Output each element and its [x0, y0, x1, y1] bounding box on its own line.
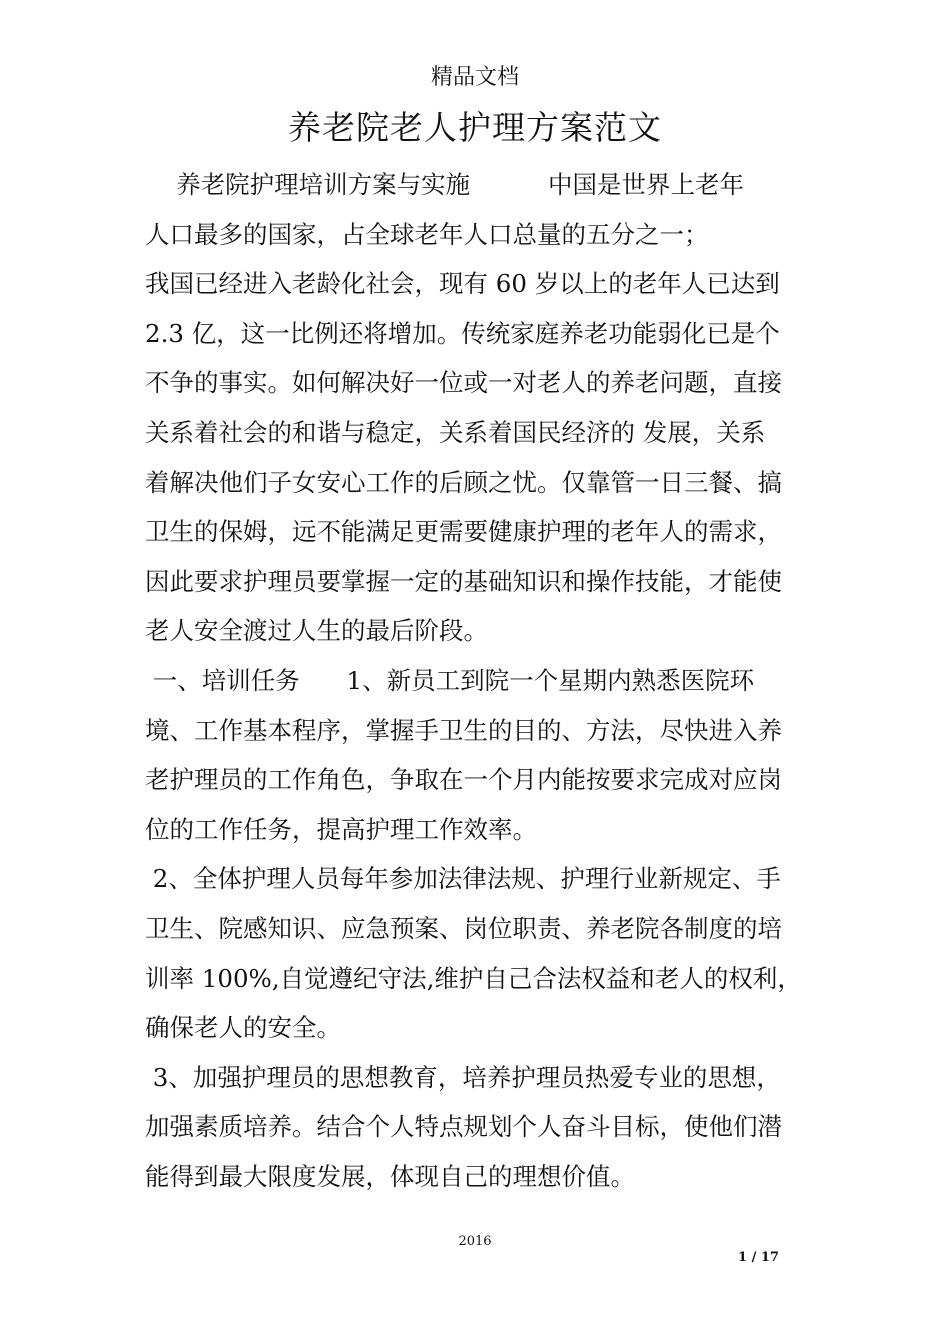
body-line: 确保老人的安全。 [145, 1013, 341, 1043]
body-line: 一、培训任务 1、新员工到院一个星期内熟悉医院环 [145, 665, 755, 695]
body-line: 人口最多的国家，占全球老年人口总量的五分之一； [145, 219, 709, 249]
body-line: 位的工作任务，提高护理工作效率。 [145, 814, 537, 844]
body-line: 2.3 亿，这一比例还将增加。传统家庭养老功能弱化已是个 [145, 318, 780, 348]
body-line: 养老院护理培训方案与实施 中国是世界上老年 [145, 170, 745, 199]
body-line: 老护理员的工作角色，争取在一个月内能按要求完成对应岗 [145, 765, 782, 795]
page-header: 精品文档 [430, 65, 519, 90]
body-line: 2、全体护理人员每年参加法律法规、护理行业新规定、手 [145, 864, 781, 894]
body-line: 我国已经进入老龄化社会，现有 60 岁以上的老年人已达到 [145, 269, 780, 299]
body-line: 着解决他们子女安心工作的后顾之忧。仅靠管一日三餐、搞 [145, 467, 782, 497]
body-line: 卫生的保姆，远不能满足更需要健康护理的老年人的需求， [145, 517, 782, 547]
body-line: 因此要求护理员要掌握一定的基础知识和操作技能，才能使 [145, 566, 782, 596]
body-line: 3、加强护理员的思想教育，培养护理员热爱专业的思想， [145, 1062, 781, 1092]
footer-year: 2016 [458, 1234, 492, 1249]
page-number: 1 / 17 [738, 1250, 779, 1265]
body-line: 不争的事实。如何解决好一位或一对老人的养老问题，直接 [145, 368, 782, 398]
document-title: 养老院老人护理方案范文 [288, 108, 662, 147]
body-line: 加强素质培养。结合个人特点规划个人奋斗目标，使他们潜 [145, 1112, 782, 1142]
body-line: 境、工作基本程序，掌握手卫生的目的、方法，尽快进入养 [145, 715, 782, 745]
body-line: 老人安全渡过人生的最后阶段。 [145, 616, 488, 646]
body-line: 卫生、院感知识、应急预案、岗位职责、养老院各制度的培 [145, 913, 782, 943]
document-body [145, 160, 825, 1201]
body-line: 能得到最大限度发展，体现自己的理想价值。 [145, 1161, 635, 1191]
body-line: 训率 100%,自觉遵纪守法,维护自己合法权益和老人的权利， [145, 963, 802, 993]
body-line: 关系着社会的和谐与稳定，关系着国民经济的 发展，关系 [145, 417, 766, 447]
